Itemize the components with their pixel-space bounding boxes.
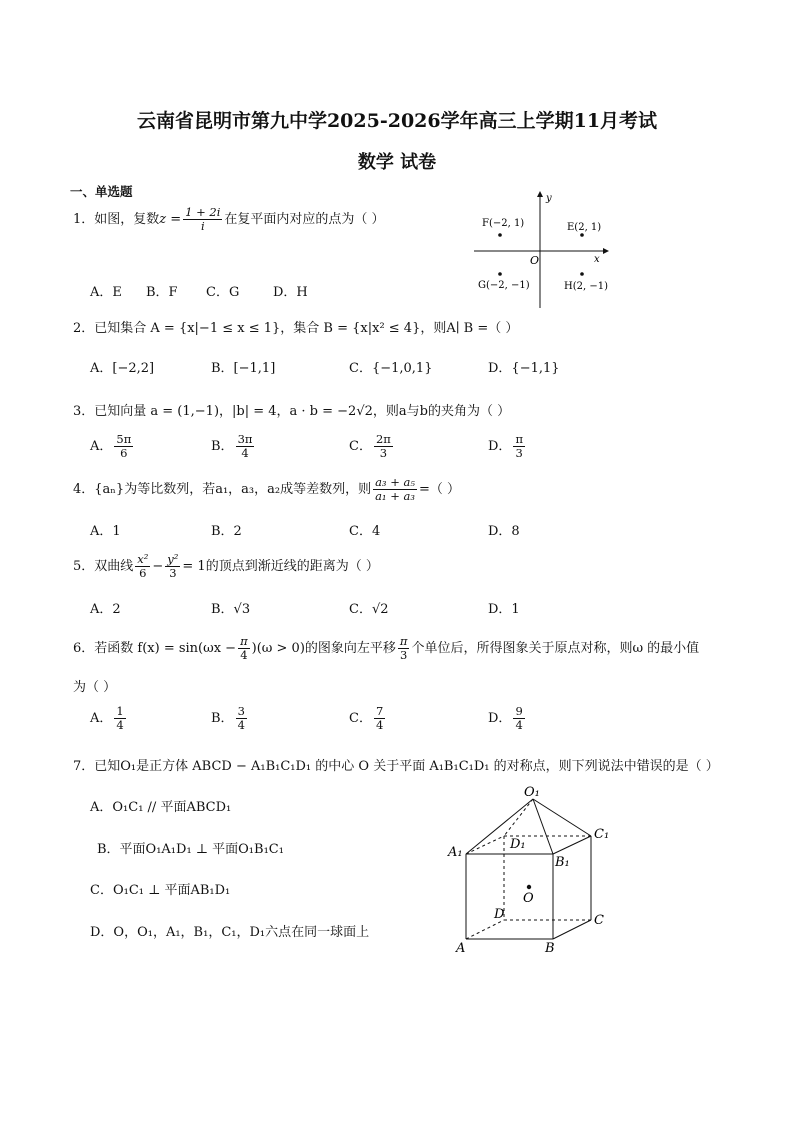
q4-option-b: B．2: [211, 524, 242, 539]
q7-option-c: C．O₁C₁ ⊥ 平面AB₁D₁: [90, 883, 231, 898]
q7-option-d: D．O，O₁，A₁，B₁，C₁，D₁六点在同一球面上: [90, 925, 370, 940]
question-1: 1．如图，复数z = $\frac{1 + 2i}{i}$ 在复平面内对应的点为（ ）: [73, 205, 385, 233]
point-g: [498, 272, 502, 276]
q7-option-b: B．平面O₁A₁D₁ ⊥ 平面O₁B₁C₁: [97, 842, 284, 857]
label-o: O: [523, 891, 534, 906]
q4-option-c: C．4: [349, 524, 381, 539]
q2-option-c: C．{−1,0,1}: [349, 361, 433, 376]
q3-option-a: A． $\frac{5\pi}{6}$: [90, 432, 132, 460]
point-f: [498, 233, 502, 237]
q5-option-a: A．2: [90, 602, 121, 617]
label-a1: A₁: [448, 845, 463, 860]
q7-option-a: A．O₁C₁ // 平面ABCD₁: [90, 800, 232, 815]
q1-option-b: B．F: [146, 285, 178, 300]
cube-figure: [446, 784, 616, 956]
complex-plane-figure: [470, 188, 620, 310]
q6-option-c: C． $\frac{7}{4}$: [349, 704, 384, 732]
q2-option-a: A．[−2,2]: [90, 361, 155, 376]
q6-option-d: D． $\frac{9}{4}$: [488, 704, 523, 732]
q6-option-a: A． $\frac{1}{4}$: [90, 704, 124, 732]
q1-option-d: D．H: [273, 285, 308, 300]
page-title: 云南省昆明市第九中学2025-2026学年高三上学期11月考试: [136, 110, 658, 132]
question-2: 2．已知集合 A = {x|−1 ≤ x ≤ 1}，集合 B = {x|x² ≤ 4}，则A∣ B =（ ）: [73, 321, 519, 336]
label-c1: C₁: [594, 827, 610, 842]
point-f-label: F(−2, 1): [482, 218, 525, 229]
question-7: 7．已知O₁是正方体 ABCD − A₁B₁C₁D₁ 的中心 O 关于平面 A₁B₁C₁D₁ 的对称点，则下列说法中错误的是（ ）: [73, 759, 719, 774]
point-g-label: G(−2, −1): [478, 280, 530, 291]
q5-option-d: D．1: [488, 602, 520, 617]
label-d: D: [494, 907, 505, 922]
point-h-label: H(2, −1): [564, 281, 608, 292]
label-a: A: [456, 941, 466, 956]
q4-option-a: A．1: [90, 524, 121, 539]
q2-option-d: D．{−1,1}: [488, 361, 560, 376]
point-e-label: E(2, 1): [567, 222, 602, 233]
y-axis-label: y: [546, 193, 552, 204]
q3-option-b: B． $\frac{3\pi}{4}$: [211, 432, 253, 460]
q3-option-c: C． $\frac{2\pi}{3}$: [349, 432, 391, 460]
section-heading: 一、单选题: [70, 184, 133, 199]
q2-option-b: B．[−1,1]: [211, 361, 276, 376]
q5-option-c: C．√2: [349, 602, 389, 617]
q5-option-b: B．√3: [211, 602, 251, 617]
origin-label: O: [530, 254, 540, 267]
point-h: [580, 272, 584, 276]
q6-option-b: B． $\frac{3}{4}$: [211, 704, 245, 732]
label-d1: D₁: [510, 837, 526, 852]
q3-option-d: D． $\frac{\pi}{3}$: [488, 432, 523, 460]
label-c: C: [594, 913, 604, 928]
question-4: 4．{aₙ}为等比数列，若a₁，a₃，a₂成等差数列，则 $\frac{\text{a₃ + a₅}}{\text{a₁ + a₃}}$ =（ ）: [73, 475, 460, 503]
question-5: 5．双曲线 $\frac{\text{x²}}{6}$ − $\frac{\text{y²}}{3}$ = 1的顶点到渐近线的距离为（ ）: [73, 552, 379, 580]
question-3: 3．已知向量 a = (1,−1)，|b| = 4，a · b = −2√2，则a与b的夹角为（ ）: [73, 404, 511, 419]
point-e: [580, 233, 584, 237]
q1-option-a: A．E: [90, 285, 122, 300]
question-6: 6．若函数 f(x) = sin(ωx − $\frac{\pi}{4}$ )(ω > 0)的图象向左平移 $\frac{\pi}{3}$ 个单位后，所得图象关于原点对称，则ω 的最小值: [73, 634, 700, 662]
label-b1: B₁: [555, 855, 570, 870]
q1-option-c: C．G: [206, 285, 240, 300]
question-6-line-2: 为（ ）: [73, 680, 117, 695]
q4-option-d: D．8: [488, 524, 520, 539]
label-b: B: [545, 941, 555, 956]
x-axis-label: x: [594, 254, 600, 265]
center-point: [527, 885, 531, 889]
page-subtitle: 数学 试卷: [357, 152, 437, 173]
fraction: $\frac{1 + 2i}{i}$: [185, 205, 221, 233]
label-o1: O₁: [524, 785, 540, 800]
